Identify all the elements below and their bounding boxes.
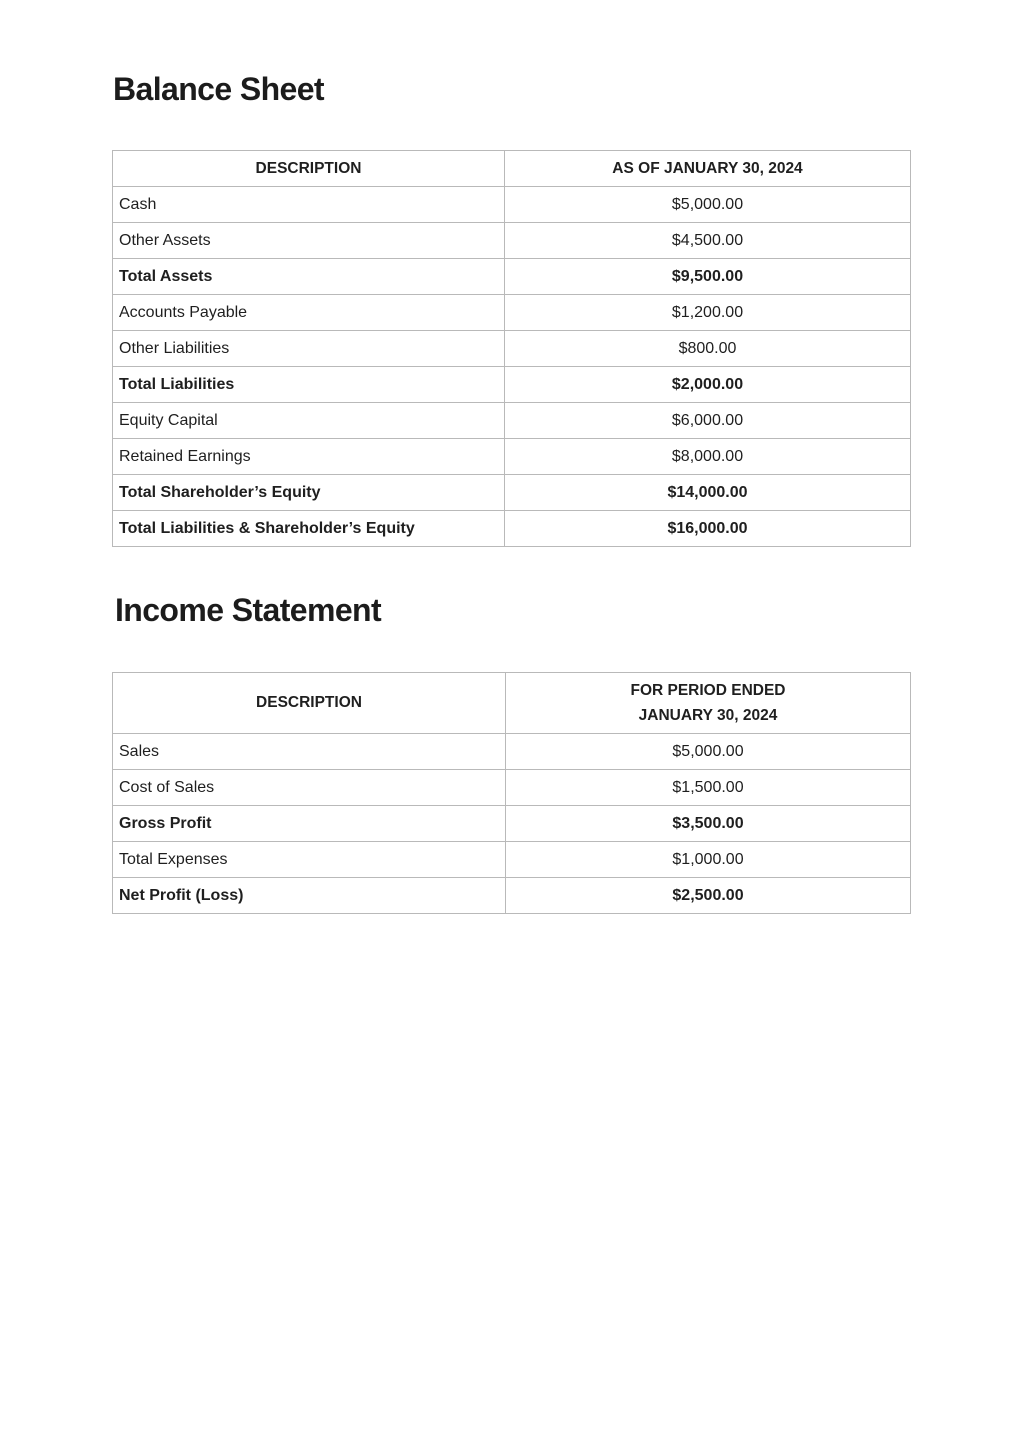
table-row <box>113 187 911 223</box>
row-label: Net Profit (Loss) <box>113 878 506 914</box>
period-header: AS OF JANUARY 30, 2024 <box>505 151 911 187</box>
row-amount: $8,000.00 <box>505 439 911 475</box>
balance-sheet-title: Balance Sheet <box>113 71 324 107</box>
row-amount: $800.00 <box>505 331 911 367</box>
row-amount: $5,000.00 <box>505 187 911 223</box>
balance-sheet-table <box>112 150 911 547</box>
row-amount: $6,000.00 <box>505 403 911 439</box>
period-header <box>506 673 911 734</box>
description-header: DESCRIPTION <box>113 151 505 187</box>
row-label: Sales <box>113 734 506 770</box>
row-amount: $16,000.00 <box>505 511 911 547</box>
total-row <box>113 259 911 295</box>
row-label: Total Shareholder’s Equity <box>113 475 505 511</box>
income-statement-title: Income Statement <box>115 592 382 628</box>
income-statement-table <box>112 672 911 914</box>
row-label: Equity Capital <box>113 403 505 439</box>
row-label: Cost of Sales <box>113 770 506 806</box>
table-row <box>113 403 911 439</box>
row-amount: $1,200.00 <box>505 295 911 331</box>
row-amount: $2,500.00 <box>506 878 911 914</box>
total-row <box>113 511 911 547</box>
row-label: Other Liabilities <box>113 331 505 367</box>
row-amount: $5,000.00 <box>506 734 911 770</box>
row-amount: $2,000.00 <box>505 367 911 403</box>
table-header-row <box>113 151 911 187</box>
table-row <box>113 770 911 806</box>
row-label: Other Assets <box>113 223 505 259</box>
row-label: Cash <box>113 187 505 223</box>
total-row <box>113 806 911 842</box>
row-amount: $14,000.00 <box>505 475 911 511</box>
row-label: Total Assets <box>113 259 505 295</box>
row-amount: $9,500.00 <box>505 259 911 295</box>
table-row <box>113 295 911 331</box>
row-amount: $1,000.00 <box>506 842 911 878</box>
period-header-line-2: JANUARY 30, 2024 <box>638 707 778 724</box>
table-header-row <box>113 673 911 734</box>
row-label: Gross Profit <box>113 806 506 842</box>
row-amount: $4,500.00 <box>505 223 911 259</box>
total-row <box>113 367 911 403</box>
row-label: Total Expenses <box>113 842 506 878</box>
row-label: Total Liabilities <box>113 367 505 403</box>
table-row <box>113 734 911 770</box>
row-label: Total Liabilities & Shareholder’s Equity <box>113 511 505 547</box>
row-label: Retained Earnings <box>113 439 505 475</box>
row-amount: $3,500.00 <box>506 806 911 842</box>
period-header-line-1: FOR PERIOD ENDED <box>630 682 786 699</box>
table-row <box>113 223 911 259</box>
table-row <box>113 439 911 475</box>
total-row <box>113 878 911 914</box>
total-row <box>113 475 911 511</box>
description-header: DESCRIPTION <box>113 673 506 734</box>
row-label: Accounts Payable <box>113 295 505 331</box>
row-amount: $1,500.00 <box>506 770 911 806</box>
table-row <box>113 842 911 878</box>
table-row <box>113 331 911 367</box>
